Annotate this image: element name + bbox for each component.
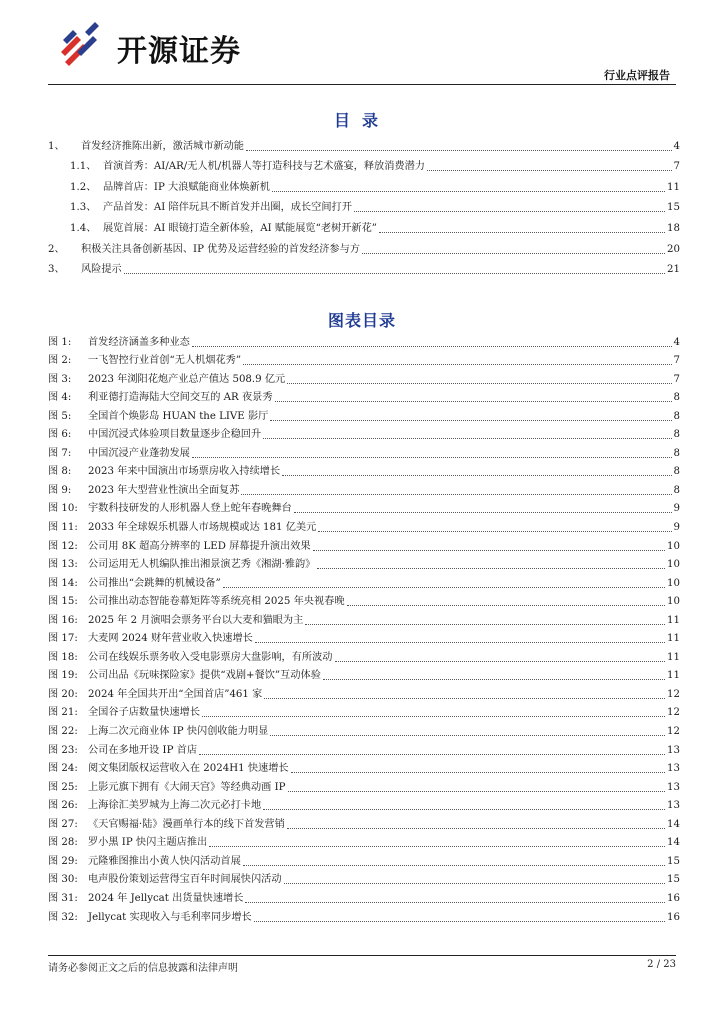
figure-entry[interactable]: 图 27: 《天官赐福·陆》漫画单行本的线下首发营销 14 (48, 818, 680, 830)
logo-mark-icon (55, 22, 111, 66)
figure-entry[interactable]: 图 20: 2024 年全国共开出“全国首店”461 家 12 (48, 688, 680, 700)
figure-entry[interactable]: 图 19: 公司出品《玩味探险家》提供“戏剧+餐饮”互动体验 11 (48, 670, 680, 682)
figure-entry[interactable]: 图 9: 2023 年大型营业性演出全面复苏 8 (48, 484, 680, 496)
figure-entry[interactable]: 图 1: 首发经济涵盖多种业态 4 (48, 336, 680, 348)
figures-list (48, 331, 680, 925)
header-divider (48, 84, 676, 85)
figure-entry[interactable]: 图 29: 元隆雅图推出小黄人快闪活动首展 15 (48, 855, 680, 867)
toc-entry[interactable]: 1.2、 品牌首店：IP 大浪赋能商业体焕新机 11 (70, 181, 680, 193)
toc-entry[interactable]: 1.4、 展览首展：AI 眼镜打造全新体验，AI 赋能展览“老树开新花” 18 (70, 222, 680, 234)
footer-divider (48, 955, 676, 956)
figure-entry[interactable]: 图 8: 2023 年来中国演出市场票房收入持续增长 8 (48, 466, 680, 478)
figure-entry[interactable]: 图 6: 中国沉浸式体验项目数量逐步企稳回升 8 (48, 429, 680, 441)
figure-entry[interactable]: 图 15: 公司推出动态智能卷幕矩阵等系统亮相 2025 年央视春晚 10 (48, 596, 680, 608)
figure-entry[interactable]: 图 16: 2025 年 2 月演唱会票务平台以大麦和猫眼为主 11 (48, 614, 680, 626)
toc-entry[interactable]: 3、 风险提示 21 (48, 264, 680, 276)
figure-entry[interactable]: 图 2: 一飞智控行业首创“无人机烟花秀” 7 (48, 355, 680, 367)
figure-entry[interactable]: 图 18: 公司在线娱乐票务收入受电影票房大盘影响，有所波动 11 (48, 651, 680, 663)
figure-entry[interactable]: 图 30: 电声股份策划运营得宝百年时间展快闪活动 15 (48, 874, 680, 886)
figures-title: 图表目录 (327, 311, 396, 330)
figure-entry[interactable]: 图 10: 宇数科技研发的人形机器人登上蛇年春晚舞台 9 (48, 503, 680, 515)
figure-entry[interactable]: 图 4: 利亚德打造海陆大空间交互的 AR 夜景秀 8 (48, 392, 680, 404)
figure-entry[interactable]: 图 5: 全国首个焕影岛 HUAN the LIVE 影厅 8 (48, 410, 680, 422)
table-of-contents (48, 133, 680, 277)
figure-entry[interactable]: 图 24: 阅文集团版权运营收入在 2024H1 快速增长 13 (48, 763, 680, 775)
figure-entry[interactable]: 图 7: 中国沉浸产业蓬勃发展 8 (48, 447, 680, 459)
company-logo (55, 22, 295, 69)
toc-entry[interactable]: 1.3、 产品首发：AI 陪伴玩具不断首发并出圈，成长空间打开 15 (70, 202, 680, 214)
toc-entry[interactable]: 2、 积极关注具备创新基因、IP 优势及运营经验的首发经济参与方 20 (48, 243, 680, 255)
toc-entry[interactable]: 1、 首发经济推陈出新，激活城市新动能 4 (48, 140, 680, 152)
figure-entry[interactable]: 图 17: 大麦网 2024 财年营业收入快速增长 11 (48, 633, 680, 645)
figure-entry[interactable]: 图 21: 全国谷子店数量快速增长 12 (48, 707, 680, 719)
figure-entry[interactable]: 图 28: 罗小黑 IP 快闪主题店推出 14 (48, 837, 680, 849)
figure-entry[interactable]: 图 22: 上海二次元商业体 IP 快闪创收能力明显 12 (48, 726, 680, 738)
figure-entry[interactable]: 图 26: 上海徐汇美罗城为上海二次元必打卡地 13 (48, 800, 680, 812)
figure-entry[interactable]: 图 12: 公司用 8K 超高分辨率的 LED 屏幕提升演出效果 10 (48, 540, 680, 552)
figure-entry[interactable]: 图 31: 2024 年 Jellycat 出货量快速增长 16 (48, 892, 680, 904)
figure-entry[interactable]: 图 11: 2033 年全球娱乐机器人市场规模或达 181 亿美元 9 (48, 522, 680, 534)
toc-entry[interactable]: 1.1、 首演首秀：AI/AR/无人机/机器人等打造科技与艺术盛宴，释放消费潜力 7 (70, 161, 680, 173)
figure-entry[interactable]: 图 32: Jellycat 实现收入与毛利率同步增长 16 (48, 911, 680, 923)
footer-disclaimer: 请务必参阅正文之后的信息披露和法律声明 (48, 963, 238, 974)
report-type-label: 行业点评报告 (604, 69, 670, 82)
figure-entry[interactable]: 图 14: 公司推出“会跳舞的机械设备” 10 (48, 577, 680, 589)
figure-entry[interactable]: 图 13: 公司运用无人机编队推出湘景演艺秀《湘湖·雅韵》 10 (48, 559, 680, 571)
page-number: 2 / 23 (647, 959, 676, 970)
figure-entry[interactable]: 图 23: 公司在多地开设 IP 首店 13 (48, 744, 680, 756)
figure-entry[interactable]: 图 3: 2023 年浏阳花炮产业总产值达 508.9 亿元 7 (48, 373, 680, 385)
figure-entry[interactable]: 图 25: 上影元旗下拥有《大闹天宫》等经典动画 IP 13 (48, 781, 680, 793)
toc-title: 目录 (333, 111, 390, 130)
logo-text: 开源证券 (117, 34, 241, 69)
